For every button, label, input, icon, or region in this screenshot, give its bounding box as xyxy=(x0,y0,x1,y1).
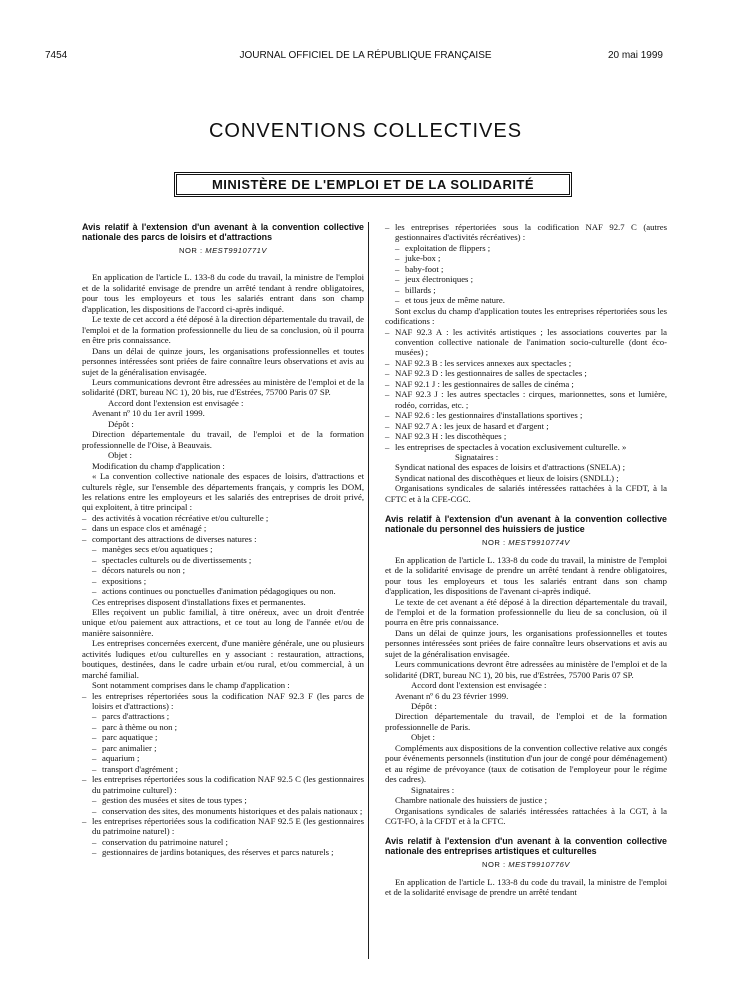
list-item: – parc aquatique ; xyxy=(92,732,364,742)
nor-reference xyxy=(385,538,667,548)
signatory: Chambre nationale des huissiers de justice ; xyxy=(395,795,547,806)
list-item: – NAF 92.3 B : les services annexes aux spectacles ; xyxy=(385,358,667,368)
list-item: – et tous jeux de même nature. xyxy=(395,295,667,305)
list-item: – jeux électroniques ; xyxy=(395,274,667,284)
ministry-banner xyxy=(174,172,572,197)
list-item: – aquarium ; xyxy=(92,753,364,763)
accord-value: Avenant nº 10 du 1er avril 1999. xyxy=(92,408,205,419)
nor-label: NOR : xyxy=(179,246,203,255)
list-item: – spectacles culturels ou de divertissements ; xyxy=(92,555,364,565)
signatory: Syndicat national des discothèques et lieux de loisirs (SNDLL) ; xyxy=(395,472,619,483)
right-column xyxy=(385,222,667,898)
paragraph: Ces entreprises disposent d'installations fixes et permanentes. xyxy=(92,596,306,607)
depot-value: Direction départementale du travail, de l'emploi et de la formation professionnelle de l'Oise, à Beauvais. xyxy=(82,429,364,450)
naf-sublist xyxy=(92,837,364,858)
paragraph: Sont notamment comprises dans le champ d'application : xyxy=(92,680,290,691)
list-item: – NAF 92.1 J : les gestionnaires de salles de cinéma ; xyxy=(385,379,667,389)
avis-title: Avis relatif à l'extension d'un avenant à la convention collective nationale du personnel des huissiers de justice xyxy=(385,514,667,535)
list-item: – conservation du patrimoine naturel ; xyxy=(92,837,364,847)
list-item-text: les entreprises répertoriées sous la codification NAF 92.5 E (les gestionnaires du patrimoine naturel) : xyxy=(92,816,364,837)
list-item: – gestion des musées et sites de tous types ; xyxy=(92,795,364,805)
paragraph: Dans un délai de quinze jours, les organisations professionnelles et toutes personnes intéressées sont priées de faire connaître leurs observations et avis au sujet de la généralisation envisagée. xyxy=(385,627,667,659)
nor-code: MEST9910776V xyxy=(508,860,570,870)
list-item: – juke-box ; xyxy=(395,253,667,263)
attractions-list xyxy=(92,544,364,596)
list-item xyxy=(82,534,364,597)
list-item-text: comportant des attractions de diverses natures : xyxy=(92,533,257,544)
paragraph: Sont exclus du champ d'application toutes les entreprises répertoriées sous les codifications : xyxy=(385,305,667,327)
list-item-text: les entreprises répertoriées sous la codification NAF 92.7 C (autres gestionnaires d'activités récréatives) : xyxy=(395,222,667,243)
issue-date: 20 mai 1999 xyxy=(607,50,663,61)
list-item: – parc à thème ou non ; xyxy=(92,722,364,732)
list-item: – NAF 92.3 H : les discothèques ; xyxy=(385,431,667,441)
list-item: – baby-foot ; xyxy=(395,264,667,274)
activities-list xyxy=(82,513,364,597)
column-divider xyxy=(368,222,369,959)
signataires-label: Signataires : xyxy=(455,451,499,462)
list-item: – manèges secs et/ou aquatiques ; xyxy=(92,544,364,554)
paragraph: Leurs communications devront être adressées au ministère de l'emploi et de la solidarité (DRT, bureau NC 1), 20 bis, rue d'Estrées, 75700 Paris 07 SP. xyxy=(385,659,667,680)
depot-label: Dépôt : xyxy=(108,418,134,429)
list-item: – décors naturels ou non ; xyxy=(92,565,364,575)
naf-sublist xyxy=(92,795,364,816)
paragraph: En application de l'article L. 133-8 du code du travail, la ministre de l'emploi et de la solidarité envisage de prendre un arrêté tendant à rendre obligatoires, pour tous les employeurs et tous les salariés entrant dans son champ d'application, les dispositions de l'accord ci-après indiqué. xyxy=(82,272,364,314)
signatory: Organisations syndicales de salariés intéressées rattachées à la CFDT, à la CFTC et à la CFE-CGC. xyxy=(385,483,667,504)
paragraph: Le texte de cet accord a été déposé à la direction départementale du travail, de l'emploi et de la formation professionnelle du lieu de sa conclusion, où il pourra en être pris connaissance. xyxy=(82,314,364,346)
naf-sublist xyxy=(395,243,667,306)
list-item: – NAF 92.3 A : les activités artistiques ; les associations couvertes par la convention collective nationale de l'animation socio-culturelle (dont éco-musées) ; xyxy=(385,327,667,358)
accord-label: Accord dont l'extension est envisagée : xyxy=(411,680,547,691)
list-item xyxy=(385,222,667,306)
list-item-text: les entreprises répertoriées sous la codification NAF 92.3 F (les parcs de loisirs et d'attractions) : xyxy=(92,690,364,712)
list-item: – parcs d'attractions ; xyxy=(92,711,364,721)
journal-title: JOURNAL OFFICIEL DE LA RÉPUBLIQUE FRANÇAISE xyxy=(239,50,492,61)
list-item: – parc animalier ; xyxy=(92,743,364,753)
list-item: – actions continues ou ponctuelles d'animation pédagogiques ou non. xyxy=(92,586,364,596)
paragraph: Le texte de cet avenant a été déposé à la direction départementale du travail, de l'emploi et de la formation professionnelle du lieu de sa conclusion, où il pourra en être pris connaissance. xyxy=(385,596,667,628)
nor-code: MEST9910771V xyxy=(205,246,267,255)
page-number: 7454 xyxy=(45,50,68,61)
objet-value: Modification du champ d'application : xyxy=(92,460,225,471)
nor-reference xyxy=(385,860,667,870)
paragraph: En application de l'article L. 133-8 du code du travail, la ministre de l'emploi et de la solidarité envisage de prendre un arrêté tendant xyxy=(385,876,667,898)
exclusions-list xyxy=(385,327,667,452)
list-item-text: les entreprises répertoriées sous la codification NAF 92.5 C (les gestionnaires du patrimoine culturel) : xyxy=(92,774,364,795)
list-item: – billards ; xyxy=(395,285,667,295)
naf-list-continued xyxy=(385,222,667,306)
paragraph: Leurs communications devront être adressées au ministère de l'emploi et de la solidarité (DRT, bureau NC 1), 20 bis, rue d'Estrées, 75700 Paris 07 SP. xyxy=(82,376,364,398)
avis-title: Avis relatif à l'extension d'un avenant à la convention collective nationale des entreprises artistiques et culturelles xyxy=(385,836,667,857)
list-item xyxy=(82,774,364,816)
naf-sublist xyxy=(92,711,364,774)
quoted-text: « La convention collective nationale des espaces de loisirs, d'attractions et culturels règle, sur l'ensemble des départements français, y compris les DOM, les relations entre les employeurs et les salariés des entreprises de droit privé, qui exploitent, à titre principal : xyxy=(82,471,364,513)
list-item: – conservation des sites, des monuments historiques et des palais nationaux ; xyxy=(92,806,364,816)
list-item: – NAF 92.6 : les gestionnaires d'installations sportives ; xyxy=(385,410,667,420)
accord-label: Accord dont l'extension est envisagée : xyxy=(108,397,244,408)
list-item: – NAF 92.7 A : les jeux de hasard et d'argent ; xyxy=(385,421,667,431)
signataires-label: Signataires : xyxy=(411,784,455,795)
avis-title: Avis relatif à l'extension d'un avenant à la convention collective nationale des parcs de loisirs et d'attractions xyxy=(82,222,364,242)
nor-code: MEST9910774V xyxy=(508,538,570,548)
objet-value: Compléments aux dispositions de la convention collective relative aux congés pour événements personnels (institution d'un jour de congé pour déménagement) et au régime de prévoyance (taux de cotisation de l'employeur pour le régime des cadres). xyxy=(385,742,667,785)
list-item xyxy=(82,816,364,858)
signatory: Organisations syndicales de salariés intéressées rattachées à la CGT, à la CGT-FO, à la CFDT et à la CFTC. xyxy=(385,805,667,827)
objet-label: Objet : xyxy=(411,732,435,743)
paragraph: En application de l'article L. 133-8 du code du travail, la ministre de l'emploi et de la solidarité envisage de prendre un arrêté tendant à rendre obligatoires, pour tous les employeurs et tous les salariés entrant dans son champ d'application, les dispositions de l'avenant ci-après indiqué. xyxy=(385,554,667,597)
left-column xyxy=(82,222,364,858)
nor-label: NOR : xyxy=(482,538,506,548)
depot-value: Direction départementale du travail, de l'emploi et de la formation professionnelle de Paris. xyxy=(385,711,667,732)
section-title: CONVENTIONS COLLECTIVES xyxy=(208,120,523,142)
list-item: – transport d'agrément ; xyxy=(92,764,364,774)
nor-label: NOR : xyxy=(482,860,506,870)
list-item: – exploitation de flippers ; xyxy=(395,243,667,253)
list-item: – gestionnaires de jardins botaniques, des réserves et parcs naturels ; xyxy=(92,847,364,857)
list-item: – des activités à vocation récréative et/ou culturelle ; xyxy=(82,513,364,523)
objet-label: Objet : xyxy=(108,450,132,461)
signatory: Syndicat national des espaces de loisirs et d'attractions (SNELA) ; xyxy=(395,462,626,473)
naf-list xyxy=(82,691,364,858)
list-item: – NAF 92.3 J : les autres spectacles : cirques, marionnettes, sons et lumière, rodéo, corridas, etc. ; xyxy=(385,389,667,410)
paragraph: Elles reçoivent un public familial, à titre onéreux, avec un droit d'entrée unique et/ou paiement aux attractions, et ce tout au long de l'année et/ou de manière saisonnière. xyxy=(82,606,364,638)
list-item: – NAF 92.3 D : les gestionnaires de salles de spectacles ; xyxy=(385,368,667,378)
depot-label: Dépôt : xyxy=(411,701,437,712)
nor-reference xyxy=(82,246,364,256)
list-item: – dans un espace clos et aménagé ; xyxy=(82,523,364,533)
accord-value: Avenant nº 6 du 23 février 1999. xyxy=(395,690,509,701)
list-item: – expositions ; xyxy=(92,576,364,586)
list-item: – les entreprises de spectacles à vocation exclusivement culturelle. » xyxy=(385,442,667,452)
list-item xyxy=(82,691,364,775)
paragraph: Dans un délai de quinze jours, les organisations professionnelles et toutes personnes intéressées sont priées de faire connaître leurs observations et avis au sujet de la généralisation envisagée. xyxy=(82,345,364,377)
ministry-name: MINISTÈRE DE L'EMPLOI ET DE LA SOLIDARITÉ xyxy=(211,177,535,192)
paragraph: Les entreprises concernées exercent, d'une manière générale, une ou plusieurs activités ludiques et/ou culturelles en y associant : restauration, attractions, boutiques, destinées, dans le cadre urbain et/ou rural, et/ou commercial, à un marché familial. xyxy=(82,638,364,680)
